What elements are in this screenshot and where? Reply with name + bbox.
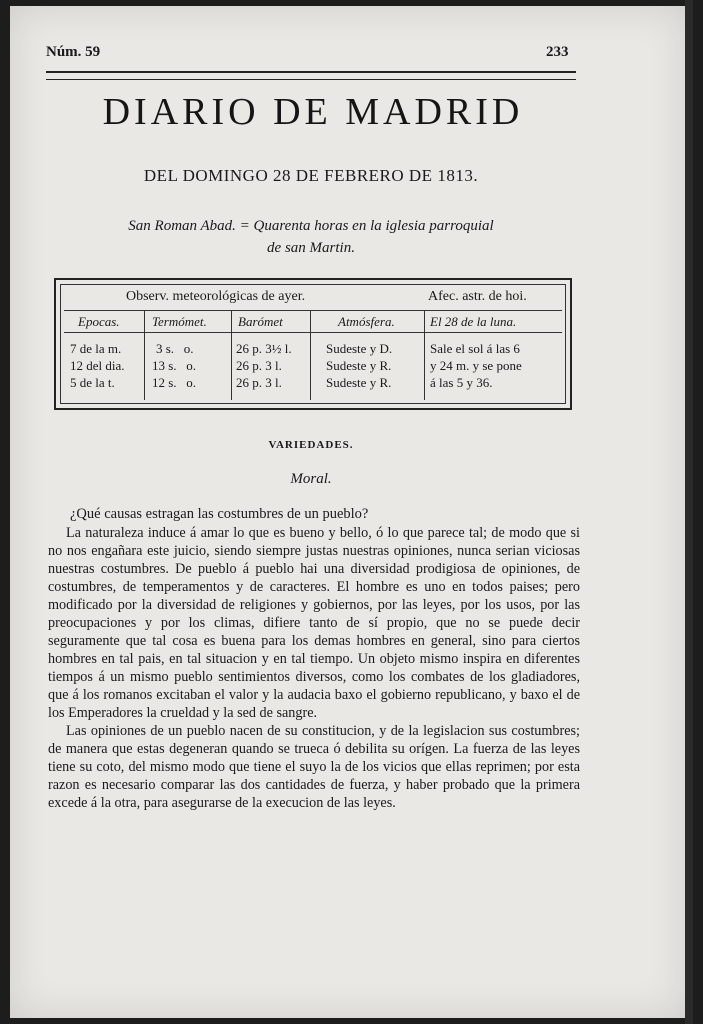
issue-number: Núm. 59 (46, 44, 101, 60)
row-3-barometro: 26 p. 3 l. (236, 375, 282, 390)
col-head-luna: El 28 de la luna. (430, 314, 517, 329)
row-1-barometro: 26 p. 3½ l. (236, 341, 292, 356)
row-2-termometro: 13 s. o. (152, 358, 197, 373)
paragraph-2: Las opiniones de un pueblo nacen de su constitucion, y de la legislacion sus costumbres; de manera que estas degeneran quando se trueca ó debilita su orígen. La fuerza de las leyes tiene su coto, del mismo modo que tiene el suyo la de los vicios que ellas reprimen; por esta razon es necesario comparar las dos cantidades de fuerza, y haber probado que la primera excede á la otra, para asegurarse de la execucion de las leyes. (48, 723, 580, 811)
row-3-termometro: 12 s. o. (152, 375, 197, 390)
col-divider (144, 310, 145, 400)
dateline: DEL DOMINGO 28 DE FEBRERO DE 1813. (143, 166, 479, 185)
weather-table (54, 278, 572, 410)
page-edge-shadow (685, 0, 693, 1024)
row-1-epoca: 7 de la m. (70, 341, 122, 356)
row-2-epoca: 12 del dia. (70, 358, 125, 373)
article-question: ¿Qué causas estragan las costumbres de un pueblo? (70, 506, 369, 522)
row-2-barometro: 26 p. 3 l. (236, 358, 282, 373)
paragraph-1: La naturaleza induce á amar lo que es bueno y bello, ó lo que parece tal; de modo que si no nos engañara este juicio, siendo siempre justas nuestras opiniones, nunca serian viciosas nuestras costumbres. De pueblo á pueblo hai una diversidad prodigiosa de opiniones, de costumbres, de temperamentos y de caracteres. El hombre es uno en todos paises; pero modificado por la diversidad de religiones y gobiernos, por las leyes, por los usos, por las preocupaciones y por los climas, difiere tanto de sí propio, que no se puede decir seguramente que tal cosa es buena para los demas hombres en general, sino para ciertos hombres en tal pais, en tal situacion y en tal tiempo. Un objeto mismo inspira en diferentes tiempos á un mismo pueblo sentimientos diversos, como los combates de los gladiadores, que á los romanos excitaban el valor y la audacia baxo el gobierno republicano, y baxo el de los Emperadores la crueldad y la sed de sangre. (48, 525, 580, 721)
masthead-title: DIARIO DE MADRID (102, 91, 524, 133)
header-rule (46, 71, 576, 80)
row-3-atmosfera: Sudeste y R. (326, 375, 392, 390)
subsection-heading: Moral. (290, 471, 332, 487)
col-head-barometro: Barómet (238, 314, 283, 329)
col-divider (310, 310, 311, 400)
section-heading: VARIEDADES. (268, 439, 354, 451)
col-head-epocas: Epocas. (78, 314, 120, 329)
row-2-atmosfera: Sudeste y R. (326, 358, 392, 373)
newspaper-page (10, 6, 686, 1018)
saint-notice (46, 215, 576, 259)
row-3-epoca: 5 de la t. (70, 375, 115, 390)
page-number: 233 (546, 44, 569, 60)
row-1-atmosfera: Sudeste y D. (326, 341, 393, 356)
weather-header-rule (64, 310, 562, 311)
article-body (48, 524, 580, 812)
col-divider (231, 310, 232, 400)
weather-subheader-rule (64, 332, 562, 333)
saint-line-1: San Roman Abad. = Quarenta horas en la iglesia parroquial (128, 218, 494, 234)
col-divider (424, 310, 425, 400)
saint-line-2: de san Martin. (267, 240, 355, 256)
row-1-termometro: 3 s. o. (156, 341, 194, 356)
col-head-atmosfera: Atmósfera. (338, 314, 395, 329)
astro-line-3: á las 5 y 36. (430, 375, 493, 390)
col-head-termometro: Termómet. (152, 314, 207, 329)
astro-title: Afec. astr. de hoi. (428, 289, 527, 304)
astro-line-2: y 24 m. y se pone (430, 358, 522, 373)
astro-line-1: Sale el sol á las 6 (430, 341, 520, 356)
weather-title: Observ. meteorológicas de ayer. (126, 289, 306, 304)
